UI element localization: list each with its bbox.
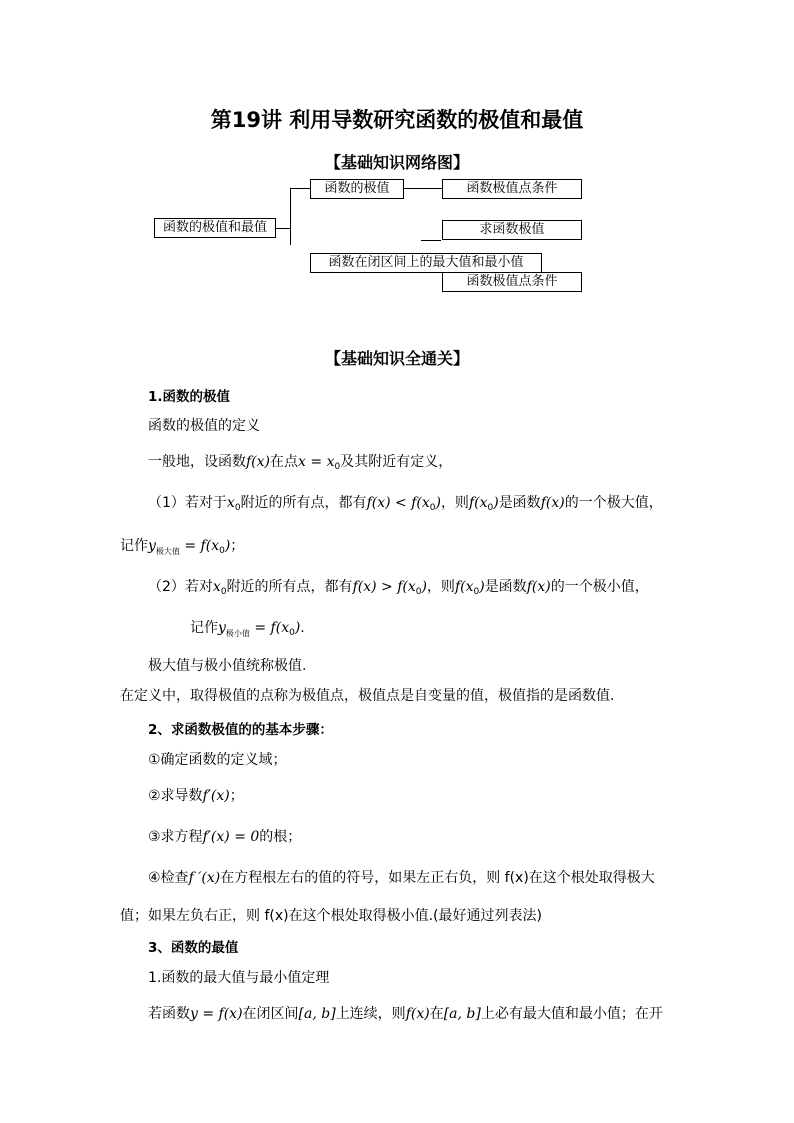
diagram-connector xyxy=(290,188,310,189)
extremum-point-note: 在定义中，取得极值的点称为极值点，极值点是自变量的值，极值指的是函数值. xyxy=(120,688,615,704)
extremum-note: 极大值与极小值统称极值. xyxy=(148,658,307,674)
diagram-connector xyxy=(404,188,442,189)
section-1-title: 1.函数的极值 xyxy=(148,389,231,405)
section-3-title: 3、函数的最值 xyxy=(148,940,239,956)
section-2-title: 2、求函数极值的的基本步骤： xyxy=(148,722,333,738)
diagram-condition-box: 函数极值点条件 xyxy=(442,179,582,199)
diagram-find-extremum-box: 求函数极值 xyxy=(442,220,582,240)
theorem-title: 1.函数的最大值与最小值定理 xyxy=(148,970,330,986)
definition-intro: 一般地，设函数f(x)在点$x = x_0$及其附近有定义， xyxy=(148,454,453,472)
diagram-root-box: 函数的极值和最值 xyxy=(154,218,276,238)
network-heading: 【基础知识网络图】 xyxy=(324,153,469,172)
diagram-connector xyxy=(290,188,291,245)
diagram-extremum-box: 函数的极值 xyxy=(310,179,404,199)
diagram-condition-box-2: 函数极值点条件 xyxy=(442,272,582,292)
maximum-notation: 记作$y_{极大值} = f(x_0)$； xyxy=(120,538,245,556)
diagram-closed-interval-box: 函数在闭区间上的最大值和最小值 xyxy=(310,253,542,273)
diagram-connector xyxy=(421,240,441,241)
definition-title: 函数的极值的定义 xyxy=(148,418,260,434)
minimum-notation: 记作$y_{极小值} = f(x_0)$. xyxy=(190,620,305,638)
step-3: ③求方程f′(x) = 0的根； xyxy=(148,829,302,845)
theorem-text: 若函数y = f(x)在闭区间[a, b]上连续，则f(x)在[a, b]上必有最大值和最小值；在开 xyxy=(148,1006,663,1022)
page-title: 第19讲 利用导数研究函数的极值和最值 xyxy=(210,108,584,132)
step-4: ④检查f ′(x)在方程根左右的值的符号，如果左正右负，则 f(x)在这个根处取得极大 xyxy=(148,870,655,886)
condition-minimum: （2）若对$x_0$附近的所有点，都有$f(x) > f(x_0)$，则$f(x_0)$是函数f(x)的一个极小值， xyxy=(148,579,649,597)
condition-maximum: （1）若对于$x_0$附近的所有点，都有$f(x) < f(x_0)$，则$f(x_0)$是函数f(x)的一个极大值， xyxy=(148,495,663,513)
step-1: ①确定函数的定义域； xyxy=(148,752,287,768)
step-2: ②求导数f′(x)； xyxy=(148,788,244,804)
step-4-continued: 值；如果左负右正，则 f(x)在这个根处取得极小值.(最好通过列表法) xyxy=(120,908,542,924)
diagram-connector xyxy=(276,228,290,229)
overview-heading: 【基础知识全通关】 xyxy=(324,349,469,368)
